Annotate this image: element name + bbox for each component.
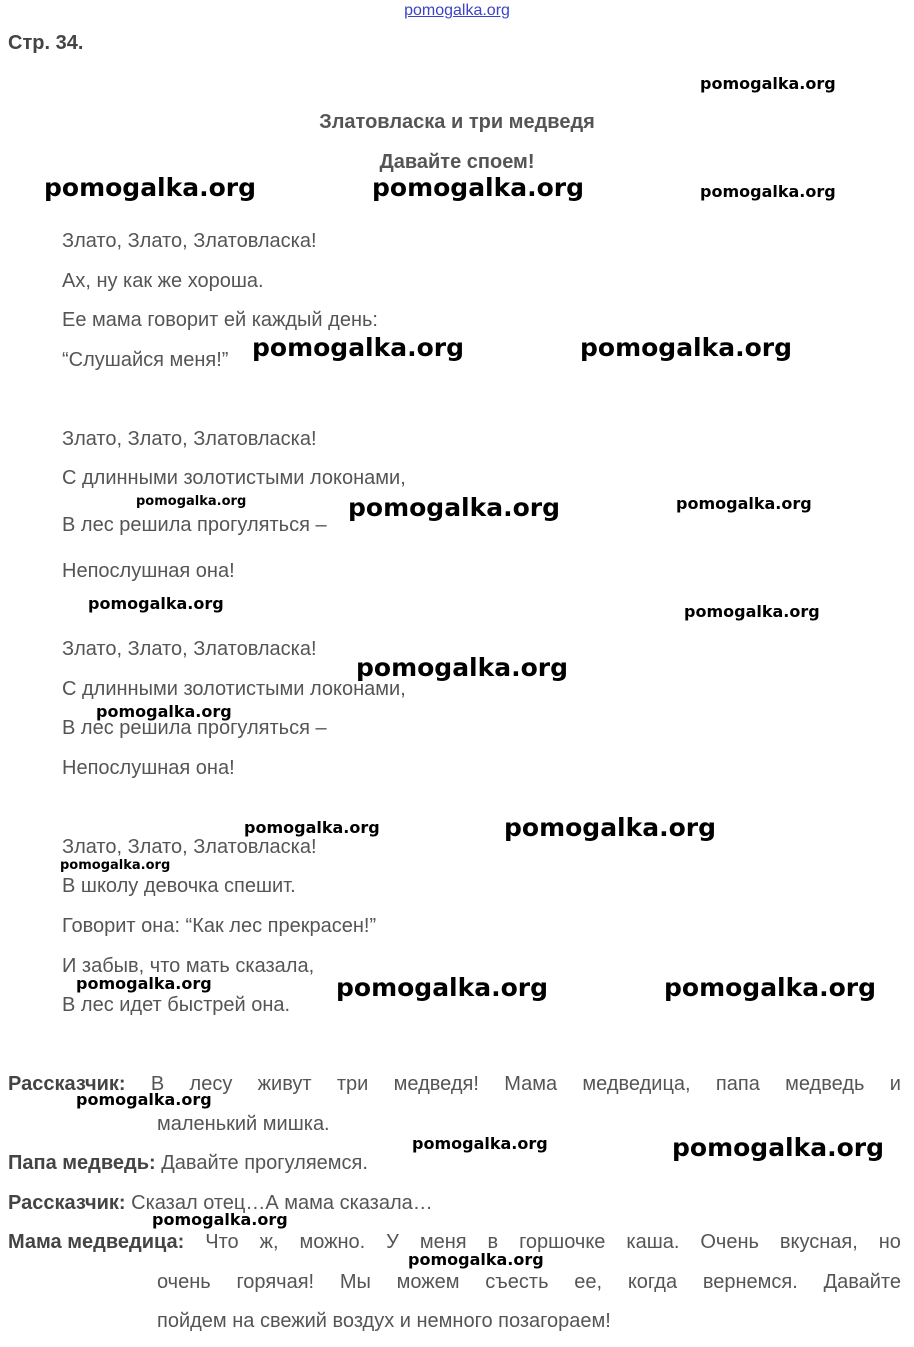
dialogue-word: вкусная, (779, 1231, 858, 1253)
watermark: pomogalka.org (700, 182, 836, 201)
song-line: В школу девочка спешит. (62, 875, 296, 897)
dialogue-word: каша. (626, 1231, 680, 1253)
dialogue-word: В (150, 1073, 165, 1095)
dialogue-word: Очень (700, 1231, 759, 1253)
dialogue-word: ж, (259, 1231, 279, 1253)
song-line: Ее мама говорит ей каждый день: (62, 309, 378, 331)
song-line: И забыв, что мать сказала, (62, 955, 315, 977)
dialogue-word: горячая! (236, 1271, 315, 1293)
dialogue-word: ее, (574, 1271, 603, 1293)
watermark: pomogalka.org (44, 173, 257, 202)
dialogue-word: в (487, 1231, 499, 1253)
dialogue-word: Давайте (823, 1271, 901, 1293)
watermark: pomogalka.org (412, 1134, 548, 1153)
watermark: pomogalka.org (88, 594, 224, 613)
speaker-name: Рассказчик: (8, 1192, 126, 1214)
song-line: Непослушная она! (62, 560, 235, 582)
watermark: pomogalka.org (672, 1133, 885, 1162)
watermark: pomogalka.org (152, 1210, 288, 1229)
dialogue-word: но (878, 1231, 901, 1253)
watermark: pomogalka.org (136, 494, 247, 509)
watermark: pomogalka.org (684, 602, 820, 621)
watermark: pomogalka.org (580, 333, 793, 362)
song-line: Ах, ну как же хороша. (62, 270, 264, 292)
dialogue-word: вернемся. (702, 1271, 798, 1293)
song-line: Непослушная она! (62, 757, 235, 779)
watermark: pomogalka.org (408, 1250, 544, 1269)
song-line: “Слушайся меня!” (62, 349, 229, 371)
watermark: pomogalka.org (356, 653, 569, 682)
watermark: pomogalka.org (76, 974, 212, 993)
song-line: В лес решила прогуляться – (62, 717, 327, 739)
watermark: pomogalka.org (504, 813, 717, 842)
song-line: Злато, Злато, Златовласка! (62, 230, 317, 252)
dialogue-word: меня (419, 1231, 467, 1253)
dialogue-word: можно. (299, 1231, 366, 1253)
speaker-name: Рассказчик: (8, 1073, 126, 1095)
watermark: pomogalka.org (252, 333, 465, 362)
header-watermark-link[interactable]: pomogalka.org (404, 2, 510, 19)
watermark: pomogalka.org (676, 494, 812, 513)
dialogue-word: Что (205, 1231, 239, 1253)
song-line: Злато, Злато, Златовласка! (62, 836, 317, 858)
dialogue-word: очень (157, 1271, 211, 1293)
page-subtitle: Давайте споем! (379, 151, 535, 173)
dialogue-text: Давайте прогуляемся. (161, 1152, 368, 1174)
dialogue-word: медведь (785, 1073, 865, 1095)
song-line: Говорит она: “Как лес прекрасен!” (62, 915, 377, 937)
dialogue-word: Мы (339, 1271, 371, 1293)
dialogue-word: три (336, 1073, 369, 1095)
watermark: pomogalka.org (372, 173, 585, 202)
dialogue-word: горшочке (519, 1231, 606, 1253)
dialogue-text: Сказал отец…А мама сказала… (131, 1192, 433, 1214)
dialogue-entry (8, 1192, 901, 1215)
watermark: pomogalka.org (96, 702, 232, 721)
watermark: pomogalka.org (336, 973, 549, 1002)
dialogue-continuation: маленький мишка. (157, 1113, 330, 1135)
dialogue-word: медведя! (393, 1073, 479, 1095)
page-title: Златовласка и три медведя (319, 111, 595, 133)
watermark: pomogalka.org (348, 493, 561, 522)
watermark: pomogalka.org (76, 1090, 212, 1109)
dialogue-word: когда (627, 1271, 678, 1293)
watermark: pomogalka.org (700, 74, 836, 93)
song-line: С длинными золотистыми локонами, (62, 467, 406, 489)
dialogue-word: съесть (485, 1271, 549, 1293)
dialogue-continuation: пойдем на свежий воздух и немного позагораем! (157, 1310, 611, 1332)
dialogue-word: папа (715, 1073, 760, 1095)
song-line: С длинными золотистыми локонами, (62, 678, 406, 700)
dialogue-word: У (386, 1231, 399, 1253)
dialogue-word: Мама (504, 1073, 558, 1095)
watermark: pomogalka.org (244, 818, 380, 837)
song-line: В лес идет быстрей она. (62, 994, 291, 1016)
speaker-name: Папа медведь: (8, 1152, 156, 1174)
song-line: В лес решила прогуляться – (62, 514, 327, 536)
dialogue-word: лесу (189, 1073, 233, 1095)
dialogue-word: и (889, 1073, 901, 1095)
page-number: Стр. 34. (8, 32, 84, 54)
dialogue-word: медведица, (582, 1073, 691, 1095)
song-line: Злато, Злато, Златовласка! (62, 638, 317, 660)
watermark: pomogalka.org (664, 973, 877, 1002)
dialogue-word: можем (396, 1271, 460, 1293)
dialogue-word: живут (257, 1073, 312, 1095)
watermark: pomogalka.org (60, 858, 171, 873)
speaker-name: Мама медведица: (8, 1231, 185, 1253)
song-line: Злато, Злато, Златовласка! (62, 428, 317, 450)
